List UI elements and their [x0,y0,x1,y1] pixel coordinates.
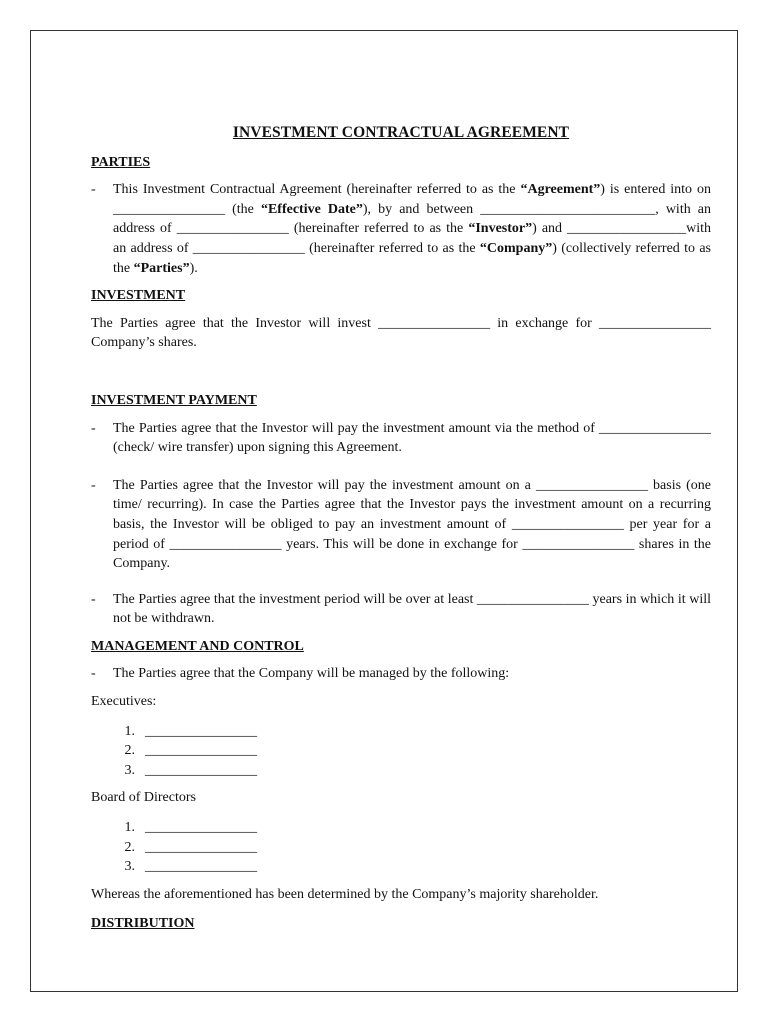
board-label: Board of Directors [91,790,196,806]
parties-paragraph: This Investment Contractual Agreement (hereinafter referred to as the “Agreement”) is entered into on ________________ (the “Effective Date”), by and between _________________________, with an address of ________________ (hereinafter referred to as the “Investor”) and _________________with an address of ________________ (hereinafter referred to as the “Company”) (collectively referred to as the “Parties”). [113,182,712,276]
blank-field: ________________ [145,839,257,855]
blank-field: ________________ [145,743,257,759]
executives-label: Executives: [91,694,157,710]
investment-paragraph: The Parties agree that the Investor will invest ________________ in exchange for ________________ Company’s shares. [91,315,711,351]
payment-bullet-text: The Parties agree that the Investor will pay the investment amount on a ________________ basis (one time/ recurring). In case the Parties agree that the Investor pays the investment amount on a recurring basis, the Investor will be obliged to pay an investment amount of ________________ per year for a period of ________________ years. This will be done in exchange for ________________ shares in the Company. [113,477,711,572]
blank-field: ________________ [145,723,257,739]
list-item: 2. ________________ [91,838,711,858]
section-heading-investment-payment: INVESTMENT PAYMENT [91,392,257,408]
section-heading-parties: PARTIES [91,154,151,170]
list-item: 3. ________________ [91,857,711,877]
board-list [91,818,711,877]
payment-bullet-1 [91,419,711,458]
section-heading-investment: INVESTMENT [91,288,186,304]
document-page [30,30,738,992]
term-effective-date: “Effective Date” [260,201,363,217]
spacer [91,582,711,590]
term-agreement: “Agreement” [520,182,601,198]
spacer [91,363,711,391]
blank-field: ________________ [145,762,257,778]
term-company: “Company” [479,240,553,256]
payment-bullet-text: The Parties agree that the investment period will be over at least ________________ years in which it will not be withdrawn. [113,591,711,627]
whereas-paragraph: Whereas the aforementioned has been determined by the Company’s majority shareholder. [91,886,599,902]
list-item: 2. ________________ [91,741,711,761]
bullet-dash: - [91,666,96,682]
document-title: INVESTMENT CONTRACTUAL AGREEMENT [232,124,570,141]
executives-list [91,722,711,781]
bullet-dash: - [91,182,96,198]
term-investor: “Investor” [468,221,533,237]
bullet-dash: - [91,420,96,436]
payment-bullet-2 [91,476,711,574]
bullet-dash: - [91,477,96,493]
list-item: 1. ________________ [91,722,711,742]
parties-bullet [91,180,711,278]
section-heading-management: MANAGEMENT AND CONTROL [91,638,304,654]
spacer [91,466,711,476]
management-bullet-text: The Parties agree that the Company will be managed by the following: [113,666,510,682]
blank-field: ________________ [145,820,257,836]
term-parties: “Parties” [133,260,190,276]
list-item: 3. ________________ [91,761,711,781]
payment-bullet-3 [91,590,711,629]
list-item: 1. ________________ [91,818,711,838]
payment-bullet-text: The Parties agree that the Investor will pay the investment amount via the method of ________________ (check/ wire transfer) upon signing this Agreement. [113,420,711,456]
section-heading-distribution: DISTRIBUTION [91,916,195,932]
blank-field: ________________ [145,859,257,875]
document-content [91,123,711,942]
bullet-dash: - [91,591,96,607]
management-bullet [91,664,711,684]
